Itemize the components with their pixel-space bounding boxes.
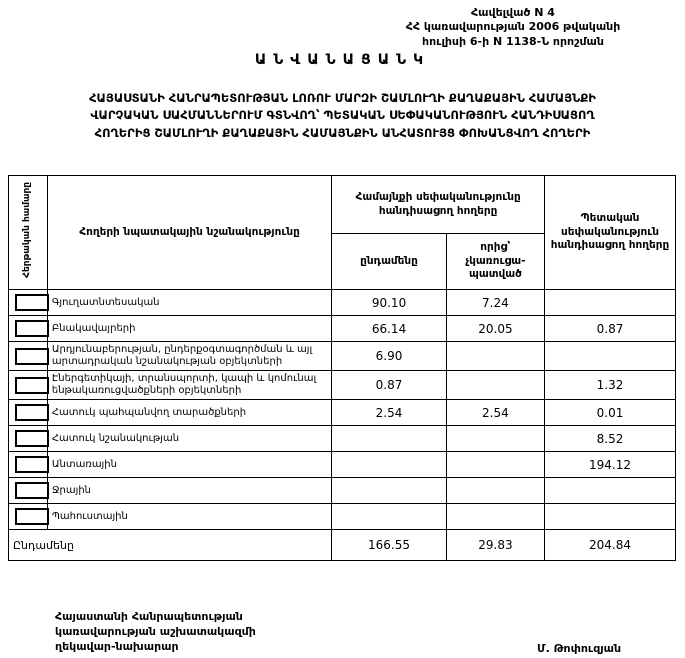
- page-title: ԱՆՎԱՆԱՑԱՆԿ: [254, 52, 431, 68]
- table-row: [9, 452, 676, 478]
- header-total: ընդամենը: [332, 234, 447, 290]
- header-unbuilt: որից՝ չկառուցա-պատված: [446, 234, 544, 290]
- seq-cell: [9, 342, 48, 371]
- row-number-box: [15, 508, 49, 525]
- state-cell: [545, 290, 676, 316]
- seq-cell: [9, 452, 48, 478]
- unbuilt-cell: 20.05: [446, 316, 544, 342]
- unbuilt-cell: [446, 371, 544, 400]
- row-number-box: [15, 482, 49, 499]
- footer-office-block: [55, 610, 256, 655]
- total-cell: [332, 452, 447, 478]
- purpose-cell: Էներգետիկայի, տրանսպորտի, կապի և կոմունալ ենթակառուցվածքների օբյեկտների: [47, 371, 331, 400]
- table-row: [9, 504, 676, 530]
- purpose-cell: Բնակավայրերի: [47, 316, 331, 342]
- document-subtitle: [6, 90, 679, 142]
- unbuilt-cell: [446, 342, 544, 371]
- seq-cell: [9, 371, 48, 400]
- annex-number: Հավելված N 4: [471, 6, 555, 19]
- state-cell: [545, 342, 676, 371]
- state-cell: [545, 478, 676, 504]
- total-cell: 90.10: [332, 290, 447, 316]
- row-number-box: [15, 348, 49, 365]
- footer-line1: Հայաստանի Հանրապետության: [55, 610, 243, 623]
- purpose-cell: Հատուկ նշանակության: [47, 426, 331, 452]
- table-row: [9, 426, 676, 452]
- subtitle-line3: ՀՈՂԵՐԻՑ ՇԱՄԼՈՒՂԻ ՔԱՂԱՔԱՅԻՆ ՀԱՄԱՅՆՔԻՆ ԱՆՀԱՏՈՒՅՑ ՓՈԽԱՆՑՎՈՂ ՀՈՂԵՐԻ: [94, 125, 591, 140]
- state-cell: 0.87: [545, 316, 676, 342]
- row-number-box: [15, 456, 49, 473]
- total-cell: 6.90: [332, 342, 447, 371]
- purpose-cell: Արդյունաբերության, ընդերքօգտագործման և այլ արտադրական նշանակության օբյեկտների: [47, 342, 331, 371]
- total-cell: 2.54: [332, 400, 447, 426]
- state-cell: 0.01: [545, 400, 676, 426]
- row-number-box: [15, 377, 49, 394]
- table-row: [9, 400, 676, 426]
- seq-cell: [9, 316, 48, 342]
- unbuilt-cell: [446, 478, 544, 504]
- seq-cell: [9, 290, 48, 316]
- footer-line3: ղեկավար-նախարար: [55, 639, 179, 653]
- purpose-cell: Պահուստային: [47, 504, 331, 530]
- seq-cell: [9, 504, 48, 530]
- subtitle-line1: ՀԱՅԱՍՏԱՆԻ ՀԱՆՐԱՊԵՏՈՒԹՅԱՆ ԼՈՌՈՒ ՄԱՐԶԻ ՇԱՄԼՈՒՂԻ ՔԱՂԱՔԱՅԻՆ ՀԱՄԱՅՆՔԻ: [89, 91, 596, 105]
- total-cell: [332, 504, 447, 530]
- state-sum-cell: 204.84: [545, 530, 676, 561]
- state-cell: 8.52: [545, 426, 676, 452]
- header-community-group: Համայնքի սեփականությունը հանդիսացող հողերը: [332, 176, 545, 234]
- annex-line2: ՀՀ կառավարության 2006 թվականի: [405, 20, 621, 34]
- seq-cell: [9, 478, 48, 504]
- table-row: [9, 316, 676, 342]
- unbuilt-cell: [446, 504, 544, 530]
- signature-name: Մ. Թոփուզյան: [537, 642, 622, 655]
- footer-line2: կառավարության աշխատակազմի: [55, 624, 256, 638]
- state-cell: 194.12: [545, 452, 676, 478]
- unbuilt-sum-cell: 29.83: [446, 530, 544, 561]
- state-cell: [545, 504, 676, 530]
- state-cell: 1.32: [545, 371, 676, 400]
- header-purpose: Հողերի նպատակային նշանակությունը: [47, 176, 331, 290]
- lands-table: [8, 175, 676, 561]
- total-sum-cell: 166.55: [332, 530, 447, 561]
- seq-cell: [9, 426, 48, 452]
- purpose-cell: Հատուկ պահպանվող տարածքների: [47, 400, 331, 426]
- row-number-box: [15, 404, 49, 421]
- table-row: [9, 342, 676, 371]
- total-cell: 66.14: [332, 316, 447, 342]
- unbuilt-cell: 7.24: [446, 290, 544, 316]
- header-seq-number: [9, 176, 48, 290]
- purpose-cell: Անտառային: [47, 452, 331, 478]
- unbuilt-cell: [446, 452, 544, 478]
- total-cell: [332, 426, 447, 452]
- annex-block: [363, 6, 663, 49]
- unbuilt-cell: [446, 426, 544, 452]
- annex-line3: հուլիսի 6-ի N 1138-Ն որոշման: [422, 34, 604, 48]
- table-total-row: [9, 530, 676, 561]
- header-state-lands: Պետական սեփականություն հանդիսացող հողերը: [545, 176, 676, 290]
- subtitle-line2: ՎԱՐՉԱԿԱՆ ՍԱՀՄԱՆՆԵՐՈՒՄ ԳՏՆՎՈՂ՝ ՊԵՏԱԿԱՆ ՍԵՓԱԿԱՆՈՒԹՅՈՒՆ ՀԱՆԴԻՍԱՑՈՂ: [90, 108, 595, 123]
- header-seq-number-label: Հերթական համարը: [22, 182, 33, 279]
- total-label-cell: Ընդամենը: [9, 530, 332, 561]
- seq-cell: [9, 400, 48, 426]
- total-cell: 0.87: [332, 371, 447, 400]
- unbuilt-cell: 2.54: [446, 400, 544, 426]
- table-row: [9, 478, 676, 504]
- purpose-cell: Գյուղատնտեսական: [47, 290, 331, 316]
- total-cell: [332, 478, 447, 504]
- row-number-box: [15, 320, 49, 337]
- table-row: [9, 290, 676, 316]
- purpose-cell: Ջրային: [47, 478, 331, 504]
- row-number-box: [15, 430, 49, 447]
- row-number-box: [15, 294, 49, 311]
- table-row: [9, 371, 676, 400]
